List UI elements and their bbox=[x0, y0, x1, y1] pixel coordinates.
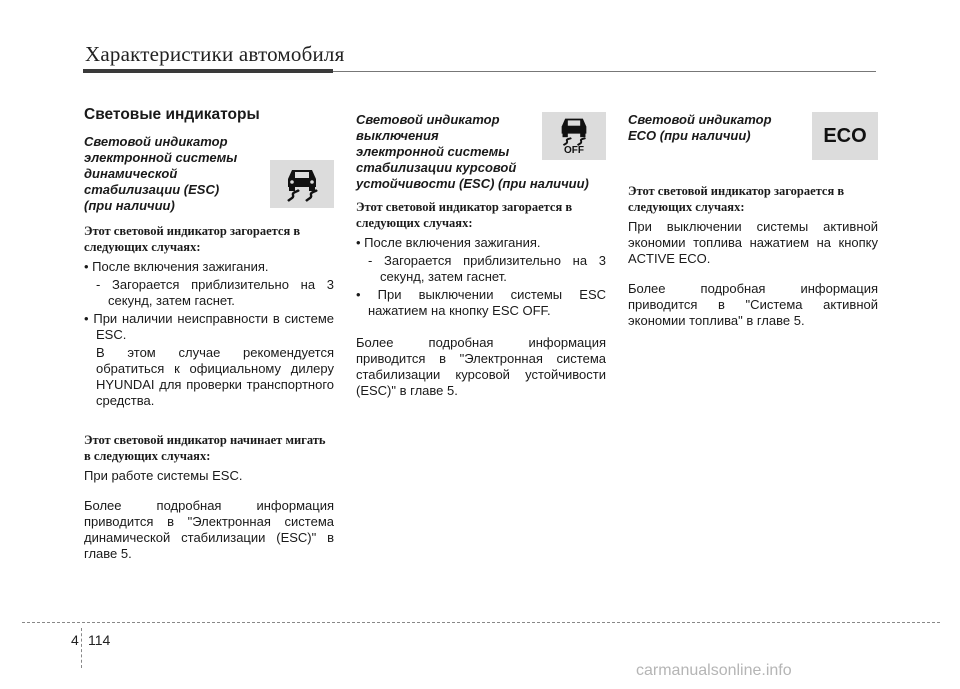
bullet-item: • При выключении системы ESC нажатием на кнопку ESC OFF. bbox=[356, 287, 606, 318]
dash-item: - Загорается приблизительно на 3 секунд, затем гаснет. bbox=[368, 253, 606, 284]
esc-car-skid-icon bbox=[270, 160, 334, 208]
watermark: carmanualsonline.info bbox=[636, 662, 792, 679]
esc-off-label: OFF bbox=[564, 145, 584, 156]
footer-rule bbox=[22, 622, 940, 623]
paragraph: При выключении системы активной экономии топлива нажатием на кнопку ACTIVE ECO. bbox=[628, 219, 878, 266]
page-header-title: Характеристики автомобиля bbox=[85, 42, 345, 66]
column-esc bbox=[84, 106, 334, 562]
lead-text: Этот световой индикатор загорается в следующих случаях: bbox=[356, 200, 573, 230]
paragraph: В этом случае рекомендуется обратиться к официальному дилеру HYUNDAI для проверки транспортного средства. bbox=[96, 345, 334, 408]
footer-divider bbox=[81, 628, 82, 668]
indicator-title-esc-off: Световой индикатор выключения электронной системы стабилизации курсовой устойчивости (ESC) (при наличии) bbox=[356, 112, 589, 191]
chapter-number: 4 bbox=[71, 632, 79, 648]
indicator-title-esc: Световой индикатор электронной системы динамической стабилизации (ESC) (при наличии) bbox=[84, 134, 238, 213]
lead-text: Этот световой индикатор начинает мигать в следующих случаях: bbox=[84, 433, 326, 463]
paragraph: Более подробная информация приводится в "Электронная система стабилизации курсовой устойчивости (ESC)" в главе 5. bbox=[356, 335, 606, 398]
indicator-heading-esc-off bbox=[356, 112, 606, 192]
lead-text: Этот световой индикатор загорается в следующих случаях: bbox=[84, 224, 301, 254]
bullet-item: • После включения зажигания. bbox=[84, 259, 269, 274]
column-eco bbox=[628, 112, 878, 329]
bullet-item: • При наличии неисправности в системе ESC. bbox=[84, 311, 334, 342]
paragraph: Более подробная информация приводится в "Система активной экономии топлива" в главе 5. bbox=[628, 281, 878, 328]
eco-icon bbox=[812, 112, 878, 160]
esc-off-icon bbox=[542, 112, 606, 160]
section-title: Световые индикаторы bbox=[84, 106, 260, 123]
page-number: 114 bbox=[88, 632, 111, 648]
eco-label: ECO bbox=[823, 124, 867, 147]
paragraph: При работе системы ESC. bbox=[84, 468, 243, 483]
indicator-heading-esc bbox=[84, 134, 334, 216]
header-rule bbox=[333, 71, 876, 72]
indicator-title-eco: Световой индикатор ECO (при наличии) bbox=[628, 112, 772, 143]
dash-item: - Загорается приблизительно на 3 секунд, затем гаснет. bbox=[96, 277, 334, 308]
paragraph: Более подробная информация приводится в "Электронная система динамической стабилизации (ESC)" в главе 5. bbox=[84, 498, 334, 561]
indicator-heading-eco bbox=[628, 112, 878, 176]
column-esc-off bbox=[356, 112, 606, 399]
lead-text: Этот световой индикатор загорается в следующих случаях: bbox=[628, 184, 845, 214]
header-bar bbox=[83, 69, 333, 73]
bullet-item: • После включения зажигания. bbox=[356, 235, 541, 250]
